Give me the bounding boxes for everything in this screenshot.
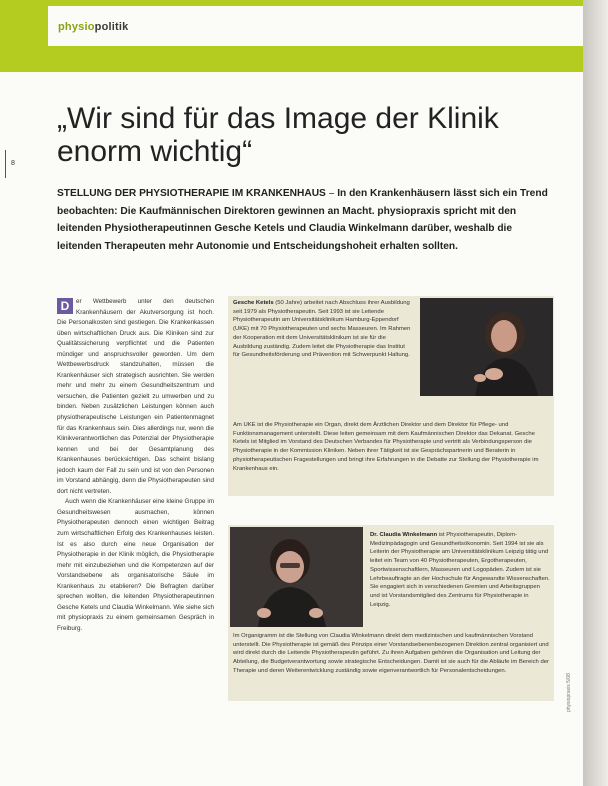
body-column: [57, 297, 214, 635]
paragraph-2: Auch wenn die Krankenhäuser eine kleine Gruppe im Gesundheitswesen ausmachen, können Physiotherapeuten dennoch einen wichtigen Beitrag zum wirtschaftlichen Erfolg des Krankenhauses leisten. Ist es also durch eine neue Organisation der Physiotherapie in der Klinik möglich, die Physiotherapie mehr mit einzubeziehen und die Kompetenzen auf der Vorstandsebene als organisatorische Säule im Krankenhaus zu etablieren? Die Befragten darüber sprechen wollten, die leitenden Physiotherapeutinnen Gesche Ketels und Claudia Winkelmann. Wie siehe sich mit physiopraxis zu einem gemeinsamen Gespräch in Freiburg.: [57, 498, 214, 632]
portrait-ketels-illustration: [420, 298, 553, 396]
brand-politik: politik: [94, 21, 129, 33]
lead-separator: –: [325, 188, 338, 199]
paragraph-1: [57, 297, 214, 497]
drop-cap: D: [57, 298, 73, 314]
lead-text: In den Krankenhäusern lässt sich ein Trend beobachten: Die Kaufmännischen Direktoren gewinnen an Macht. physiopraxis spricht mit den leitenden Physiotherapeutinnen Gesche Ketels und Claudia Winkelmann darüber, weshalb die leitenden Therapeuten mehr Autonomie und Entscheidungshoheit erhalten sollten.: [57, 188, 548, 252]
bio-winkelmann-bottom: Im Organigramm ist die Stellung von Claudia Winkelmann direkt dem medizinischen und kaufmännischen Vorstand unterstellt. Die Physiotherapie ist gemäß des Prinzips einer Vorstandsebenenbezogenen Direktion zentral organisiert und wird direkt durch die Leitende Physiotherapeutin geführt. Zu ihren Aufgaben gehören die Organisation und Leitung der Abteilung, die Budgetverantwortung sowie strategische Entscheidungen. Damit ist sie auch für die Abläufe im Bereich der Therapie und deren Weiterentwicklung zuständig sowie eigenverantwortlich für Personalentscheidungen.: [233, 633, 549, 674]
portrait-winkelmann-illustration: [230, 527, 363, 627]
portrait-photo-winkelmann: [230, 527, 363, 627]
issue-side-label: physiopraxis 5/08: [566, 673, 572, 712]
bio-ketels-bottom: Am UKE ist die Physiotherapie ein Organ, direkt dem Ärztlichen Direktor und dem Direktor für Pflege- und Funktionsmanagement unterstellt. Diese leiten gemeinsam mit dem Kaufmännischen Direktor das Dekanat. Gesche Ketels ist Mitglied im Vorstand des Deutschen Verbandes für Physiotherapie und vertritt als Verbindungsperson die Physiotherapie in der Kommission Kliniken. Neben ihrer Tätigkeit ist sie Gesprächspartnerin und Beraterin in physiotherapeutischen Fragestellungen und bringt ihre Erfahrungen in die Debatte zur Stellung der Physiotherapie im Krankenhaus ein.: [233, 422, 539, 472]
article-title: „Wir sind für das Image der Klinik enorm wichtig“: [57, 102, 499, 168]
portrait-photo-ketels: [420, 298, 553, 396]
article-lead: [57, 185, 552, 255]
bio-ketels-name: Gesche Ketels: [233, 300, 274, 306]
bio-winkelmann-text-top: ist Physiotherapeutin, Diplom-Medizinpädagogin und Gesundheitsökonomin. Seit 1994 ist sie als Leiterin der Physiotherapie am Universitätsklinikum Leipzig tätig und leitet ein Team von 40 Physiotherapeuten, Ergotherapeuten, Sportwissenschaftlern, Masseuren und Logopäden. Zudem ist sie Lehrbeauftragte an der Hochschule für Angewandte Wissenschaften. Sie engagiert sich in verschiedenen Gremien und Arbeitsgruppen und ist Vorstandsmitglied des Zentrums für Physiotherapie in Leipzig.: [370, 532, 550, 608]
bio-ketels-top: [233, 299, 413, 360]
section-brand: [58, 21, 128, 33]
brand-physio: physio: [58, 21, 95, 33]
page-gutter-shadow: [583, 0, 608, 786]
bio-winkelmann-top: [370, 531, 550, 609]
page-number: 8: [11, 160, 15, 167]
page-edge-mark: [5, 150, 6, 178]
paragraph-1-text: er Wettbewerb unter den deutschen Krankenhäusern der Akutversorgung ist hoch. Die Personalkosten sind gestiegen. Die Krankenkassen üben wirtschaftlichen Druck aus. Die Kliniken sind zur Qualitätssicherung verpflichtet und die Patienten mündiger und anspruchsvoller geworden. Um dem Wettbewerbsdruck standzuhalten, müssen die Krankenhäuser sich strategisch ausrichten. Sie werden mehr und mehr zu einem Gesundheitszentrum und versuchen, die Patienten gezielt zu umwerben und zu binden. Neben zusätzlichen Leistungen können auch physiotherapeutische Leistungen ein Patientenmagnet für das Krankenhaus sein. Dies allerdings nur, wenn die Klinikverantwortlichen das Potenzial der Physiotherapie kennen und bei der Gesamtplanung des Krankenhauses berücksichtigen. Das scheint bislang jedoch kaum der Fall zu sein und ist von den Personen im Vorstand abhängig, denn die Physiotherapeuten sind dort nicht vertreten.: [57, 298, 214, 495]
bio-winkelmann-name: Dr. Claudia Winkelmann: [370, 532, 438, 538]
bio-ketels-text-top: (50 Jahre) arbeitet nach Abschluss ihrer Ausbildung seit 1979 als Physiotherapeutin. Seit 1993 ist sie Leitende Physiotherapeutin am Universitätsklinikum Hamburg-Eppendorf (UKE) mit 70 Physiotherapeuten und sechs Masseuren. Im Rahmen der Kooperation mit dem Universitätsklinikum ist sie für die Ausbildung zuständig. Zudem leitet die Physiotherapie das Institut für Gesundheitsförderung und Prävention mit Schwerpunkt Haltung.: [233, 300, 411, 359]
lead-kicker: STELLUNG DER PHYSIOTHERAPIE IM KRANKENHAUS: [57, 188, 326, 199]
